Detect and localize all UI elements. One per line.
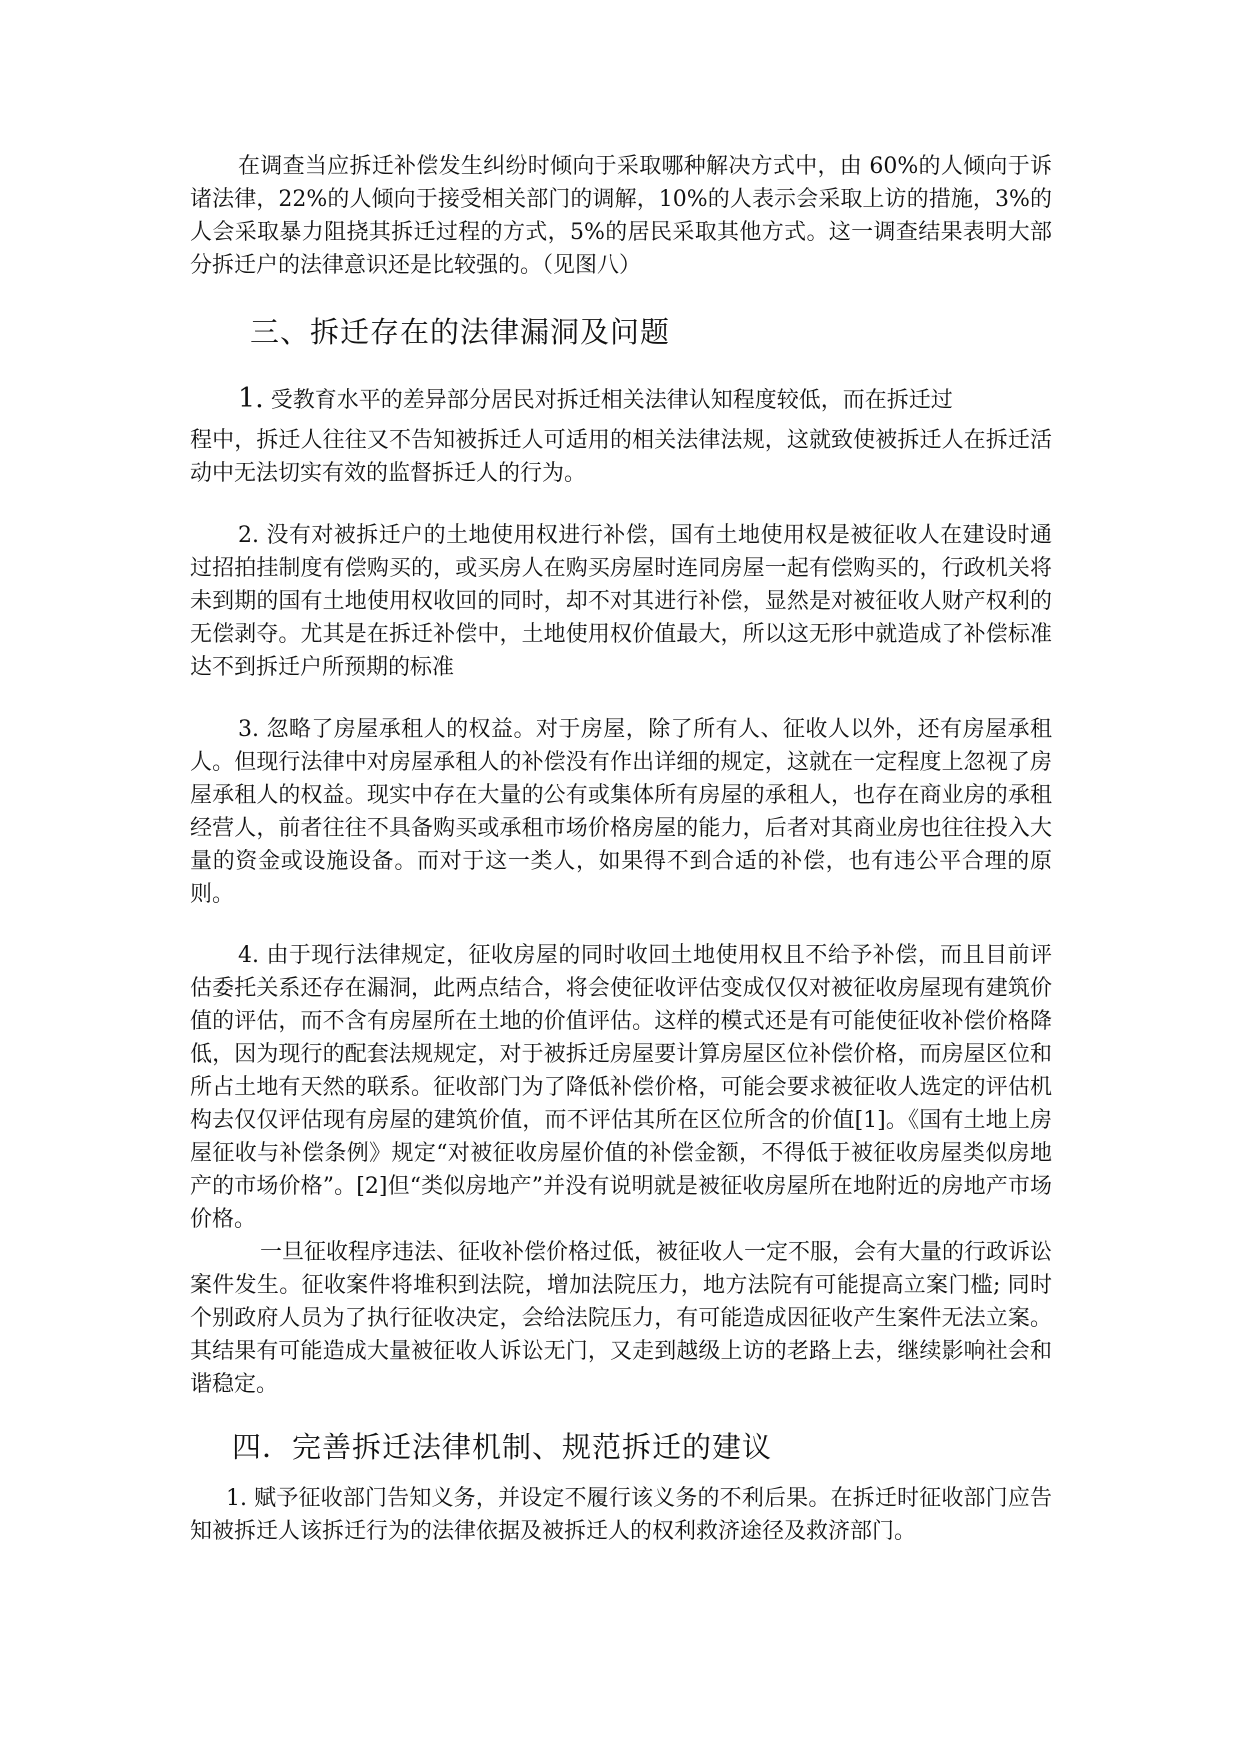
survey-paragraph: 在调查当应拆迁补偿发生纠纷时倾向于采取哪种解决方式中，由 60%的人倾向于诉诸法律，22%的人倾向于接受相关部门的调解，10%的人表示会采取上访的措施，3%的人会采取暴力阻挠其拆迁过程的方式，5%的居民采取其他方式。这一调查结果表明大部分拆迁户的法律意识还是比较强的。（见图八）	[190, 154, 1052, 278]
section-4-heading: 四．完善拆迁法律机制、规范拆迁的建议	[232, 1430, 773, 1464]
section-3-heading: 三、拆迁存在的法律漏洞及问题	[250, 315, 671, 349]
section-3-item-3: 3. 忽略了房屋承租人的权益。对于房屋，除了所有人、征收人以外，还有房屋承租人。但现行法律中对房屋承租人的补偿没有作出详细的规定，这就在一定程度上忽视了房屋承租人的权益。现实中存在大量的公有或集体所有房屋的承租人，也存在商业房的承租经营人，前者往往不具备购买或承租市场价格房屋的能力，后者对其商业房也往往投入大量的资金或设施设备。而对于这一类人，如果得不到合适的补偿，也有违公平合理的原则。	[190, 717, 1052, 907]
section-3-item-2: 2. 没有对被拆迁户的土地使用权进行补偿，国有土地使用权是被征收人在建设时通过招拍挂制度有偿购买的，或买房人在购买房屋时连同房屋一起有偿购买的，行政机关将未到期的国有土地使用权收回的同时，却不对其进行补偿，显然是对被征收人财产权利的无偿剥夺。尤其是在拆迁补偿中，土地使用权价值最大，所以这无形中就造成了补偿标准达不到拆迁户所预期的标准	[190, 523, 1052, 680]
item-number: 1.	[238, 383, 264, 414]
section-3-item-1-continued: 程中，拆迁人往往又不告知被拆迁人可适用的相关法律法规，这就致使被拆迁人在拆迁活动中无法切实有效的监督拆迁人的行为。	[190, 428, 1052, 486]
item-text: 受教育水平的差异部分居民对拆迁相关法律认知程度较低，而在拆迁过	[270, 388, 953, 413]
section-4-item-1: 1. 赋予征收部门告知义务，并设定不履行该义务的不利后果。在拆迁时征收部门应告知被拆迁人该拆迁行为的法律依据及被拆迁人的权利救济途径及救济部门。	[190, 1486, 1052, 1544]
section-3-item-1-first-line	[238, 382, 1052, 417]
section-3-item-4-continued: 一旦征收程序违法、征收补偿价格过低，被征收人一定不服，会有大量的行政诉讼案件发生。征收案件将堆积到法院，增加法院压力，地方法院有可能提高立案门槛; 同时个别政府人员为了执行征收决定，会给法院压力，有可能造成因征收产生案件无法立案。其结果有可能造成大量被征收人诉讼无门，又走到越级上访的老路上去，继续影响社会和谐稳定。	[190, 1240, 1053, 1397]
section-3-item-4: 4. 由于现行法律规定，征收房屋的同时收回土地使用权且不给予补偿，而且目前评估委托关系还存在漏洞，此两点结合，将会使征收评估变成仅仅对被征收房屋现有建筑价值的评估，而不含有房屋所在土地的价值评估。这样的模式还是有可能使征收补偿价格降低，因为现行的配套法规规定，对于被拆迁房屋要计算房屋区位补偿价格，而房屋区位和所占土地有天然的联系。征收部门为了降低补偿价格，可能会要求被征收人选定的评估机构去仅仅评估现有房屋的建筑价值，而不评估其所在区位所含的价值[1]。《国有土地上房屋征收与补偿条例》规定“对被征收房屋价值的补偿金额，不得低于被征收房屋类似房地产的市场价格”。[2]但“类似房地产”并没有说明就是被征收房屋所在地附近的房地产市场价格。	[190, 943, 1052, 1232]
